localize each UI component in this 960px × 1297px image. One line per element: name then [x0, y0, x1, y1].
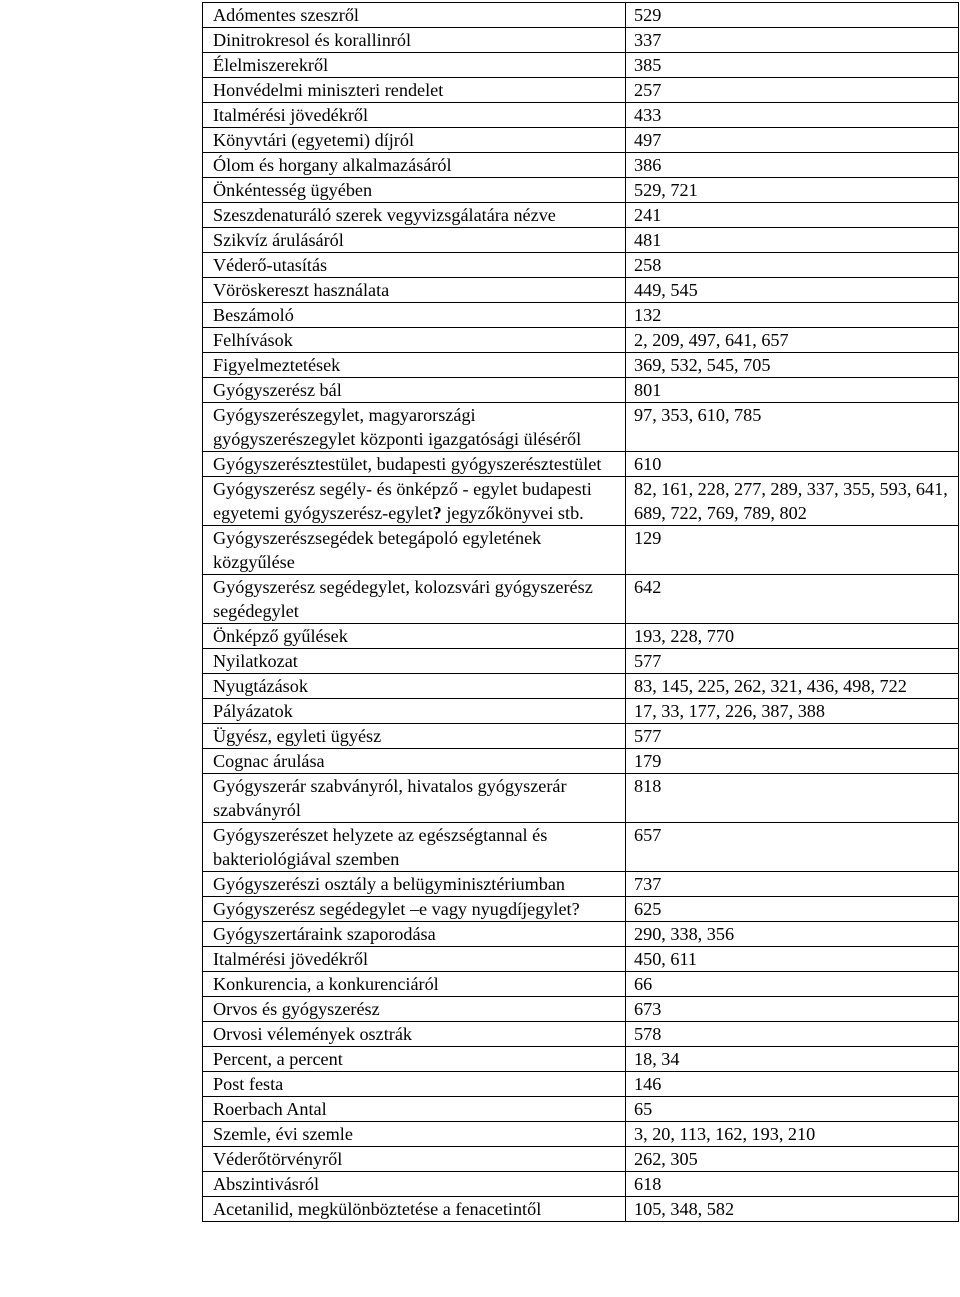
table-row — [203, 153, 959, 178]
topic-cell: Vöröskereszt használata — [203, 278, 626, 303]
topic-cell: Szikvíz árulásáról — [203, 228, 626, 253]
topic-cell: Gyógyszerész bál — [203, 378, 626, 403]
pages-cell: 82, 161, 228, 277, 289, 337, 355, 593, 641, 689, 722, 769, 789, 802 — [626, 477, 959, 526]
pages-cell: 385 — [626, 53, 959, 78]
question-mark: ? — [432, 503, 442, 523]
topic-cell: Cognac árulása — [203, 749, 626, 774]
topic-text-part: Gyógyszerész segély- és önképző - egylet budapesti egyetemi gyógyszerész-egylet — [213, 479, 592, 523]
table-row — [203, 649, 959, 674]
table-row — [203, 699, 959, 724]
topic-cell: Konkurencia, a konkurenciáról — [203, 972, 626, 997]
pages-cell: 618 — [626, 1172, 959, 1197]
table-row — [203, 624, 959, 649]
table-row — [203, 897, 959, 922]
pages-cell: 105, 348, 582 — [626, 1197, 959, 1222]
topic-text-part: jegyzőkönyvei stb. — [441, 503, 584, 523]
table-row — [203, 823, 959, 872]
topic-cell: Italmérési jövedékről — [203, 947, 626, 972]
table-row — [203, 353, 959, 378]
table-row — [203, 774, 959, 823]
pages-cell: 18, 34 — [626, 1047, 959, 1072]
pages-cell: 369, 532, 545, 705 — [626, 353, 959, 378]
pages-cell: 262, 305 — [626, 1147, 959, 1172]
pages-cell: 83, 145, 225, 262, 321, 436, 498, 722 — [626, 674, 959, 699]
pages-cell: 290, 338, 356 — [626, 922, 959, 947]
pages-cell: 97, 353, 610, 785 — [626, 403, 959, 452]
topic-cell: Pályázatok — [203, 699, 626, 724]
topic-cell: Acetanilid, megkülönböztetése a fenacetintől — [203, 1197, 626, 1222]
table-row — [203, 1022, 959, 1047]
pages-cell: 577 — [626, 649, 959, 674]
table-row — [203, 1072, 959, 1097]
pages-cell: 450, 611 — [626, 947, 959, 972]
pages-cell: 610 — [626, 452, 959, 477]
topic-cell: Gyógyszerészet helyzete az egészségtannal és bakteriológiával szemben — [203, 823, 626, 872]
topic-cell: Nyugtázások — [203, 674, 626, 699]
topic-cell: Beszámoló — [203, 303, 626, 328]
table-row — [203, 28, 959, 53]
pages-cell: 258 — [626, 253, 959, 278]
table-row — [203, 526, 959, 575]
table-row — [203, 103, 959, 128]
pages-cell: 625 — [626, 897, 959, 922]
table-row — [203, 128, 959, 153]
index-table — [202, 2, 959, 1222]
topic-cell — [203, 477, 626, 526]
topic-cell: Gyógyszerész segédegylet –e vagy nyugdíjegylet? — [203, 897, 626, 922]
topic-cell: Élelmiszerekről — [203, 53, 626, 78]
table-row — [203, 922, 959, 947]
topic-cell: Véderő-utasítás — [203, 253, 626, 278]
table-row — [203, 749, 959, 774]
topic-cell: Figyelmeztetések — [203, 353, 626, 378]
topic-cell: Ügyész, egyleti ügyész — [203, 724, 626, 749]
pages-cell: 657 — [626, 823, 959, 872]
topic-cell: Szemle, évi szemle — [203, 1122, 626, 1147]
pages-cell: 65 — [626, 1097, 959, 1122]
pages-cell: 257 — [626, 78, 959, 103]
table-row — [203, 1147, 959, 1172]
table-row — [203, 1197, 959, 1222]
pages-cell: 386 — [626, 153, 959, 178]
topic-cell: Könyvtári (egyetemi) díjról — [203, 128, 626, 153]
topic-cell: Szeszdenaturáló szerek vegyvizsgálatára nézve — [203, 203, 626, 228]
topic-cell: Italmérési jövedékről — [203, 103, 626, 128]
table-row — [203, 997, 959, 1022]
table-row — [203, 1172, 959, 1197]
topic-cell: Roerbach Antal — [203, 1097, 626, 1122]
pages-cell: 17, 33, 177, 226, 387, 388 — [626, 699, 959, 724]
topic-cell: Gyógyszertáraink szaporodása — [203, 922, 626, 947]
pages-cell: 179 — [626, 749, 959, 774]
pages-cell: 129 — [626, 526, 959, 575]
pages-cell: 241 — [626, 203, 959, 228]
topic-cell: Gyógyszerészi osztály a belügyminisztériumban — [203, 872, 626, 897]
table-row — [203, 1122, 959, 1147]
table-row — [203, 228, 959, 253]
pages-cell: 481 — [626, 228, 959, 253]
table-row — [203, 872, 959, 897]
pages-cell: 642 — [626, 575, 959, 624]
topic-cell: Felhívások — [203, 328, 626, 353]
topic-cell: Orvosi vélemények osztrák — [203, 1022, 626, 1047]
table-row — [203, 674, 959, 699]
topic-cell: Percent, a percent — [203, 1047, 626, 1072]
table-row — [203, 303, 959, 328]
table-row — [203, 1097, 959, 1122]
table-row — [203, 575, 959, 624]
pages-cell: 529 — [626, 3, 959, 28]
topic-cell: Dinitrokresol és korallinról — [203, 28, 626, 53]
pages-cell: 433 — [626, 103, 959, 128]
pages-cell: 449, 545 — [626, 278, 959, 303]
table-row — [203, 178, 959, 203]
pages-cell: 818 — [626, 774, 959, 823]
topic-cell: Orvos és gyógyszerész — [203, 997, 626, 1022]
topic-cell: Önképző gyűlések — [203, 624, 626, 649]
pages-cell: 132 — [626, 303, 959, 328]
pages-cell: 193, 228, 770 — [626, 624, 959, 649]
topic-cell: Gyógyszerár szabványról, hivatalos gyógyszerár szabványról — [203, 774, 626, 823]
table-row — [203, 53, 959, 78]
table-row — [203, 278, 959, 303]
table-row — [203, 1047, 959, 1072]
topic-cell: Abszintivásról — [203, 1172, 626, 1197]
topic-cell: Véderőtörvényről — [203, 1147, 626, 1172]
topic-cell: Ólom és horgany alkalmazásáról — [203, 153, 626, 178]
pages-cell: 529, 721 — [626, 178, 959, 203]
table-row — [203, 78, 959, 103]
table-row — [203, 253, 959, 278]
topic-cell: Gyógyszerész segédegylet, kolozsvári gyógyszerész segédegylet — [203, 575, 626, 624]
table-row — [203, 972, 959, 997]
topic-cell: Gyógyszerészsegédek betegápoló egyletének közgyűlése — [203, 526, 626, 575]
topic-cell: Gyógyszerészegylet, magyarországi gyógyszerészegylet központi igazgatósági üléséről — [203, 403, 626, 452]
pages-cell: 3, 20, 113, 162, 193, 210 — [626, 1122, 959, 1147]
topic-cell: Adómentes szeszről — [203, 3, 626, 28]
table-row — [203, 3, 959, 28]
pages-cell: 737 — [626, 872, 959, 897]
pages-cell: 673 — [626, 997, 959, 1022]
table-row — [203, 947, 959, 972]
pages-cell: 66 — [626, 972, 959, 997]
table-row — [203, 203, 959, 228]
table-row — [203, 328, 959, 353]
topic-cell: Nyilatkozat — [203, 649, 626, 674]
topic-cell: Önkéntesség ügyében — [203, 178, 626, 203]
pages-cell: 801 — [626, 378, 959, 403]
pages-cell: 577 — [626, 724, 959, 749]
table-row — [203, 452, 959, 477]
table-row — [203, 724, 959, 749]
table-row — [203, 477, 959, 526]
pages-cell: 146 — [626, 1072, 959, 1097]
topic-cell: Post festa — [203, 1072, 626, 1097]
table-row — [203, 403, 959, 452]
pages-cell: 497 — [626, 128, 959, 153]
topic-cell: Honvédelmi miniszteri rendelet — [203, 78, 626, 103]
pages-cell: 2, 209, 497, 641, 657 — [626, 328, 959, 353]
pages-cell: 578 — [626, 1022, 959, 1047]
topic-cell: Gyógyszerésztestület, budapesti gyógyszerésztestület — [203, 452, 626, 477]
pages-cell: 337 — [626, 28, 959, 53]
table-row — [203, 378, 959, 403]
